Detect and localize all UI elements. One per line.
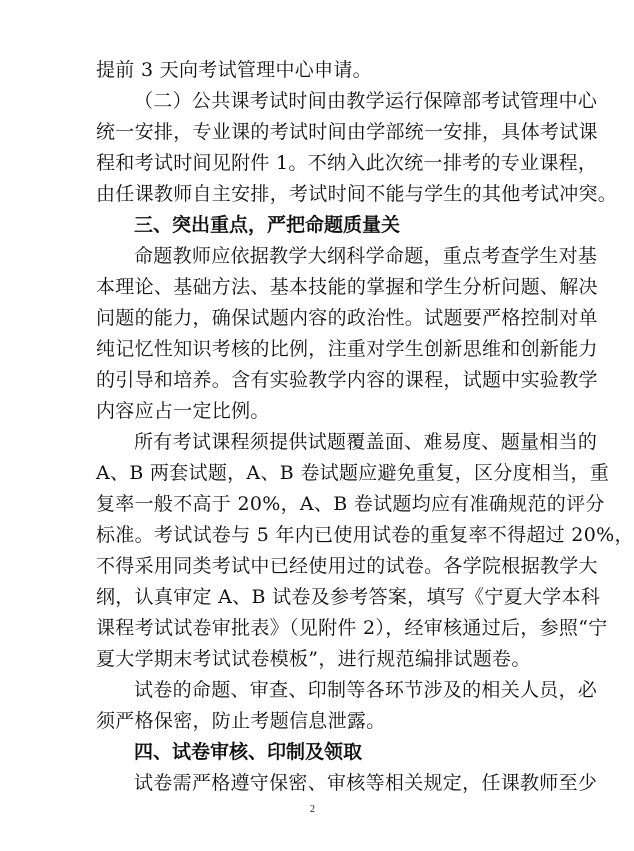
text-line: 提前 3 天向考试管理中心申请。 (96, 59, 372, 81)
text-line: 试卷的命题、审查、印制等各环节涉及的相关人员，必 (134, 679, 598, 701)
page-number: 2 (310, 804, 315, 815)
text-line: 问题的能力，确保试题内容的政治性。试题要严格控制对单 (96, 307, 598, 329)
text-line: 课程考试试卷审批表》（见附件 2），经审核通过后，参照“宁 (96, 617, 608, 639)
text-line: 标准。考试试卷与 5 年内已使用试卷的重复率不得超过 20%， (96, 524, 634, 546)
text-line: 试卷需严格遵守保密、审核等相关规定，任课教师至少 (134, 772, 598, 794)
text-line: 内容应占一定比例。 (96, 400, 270, 422)
section-heading: 四、试卷审核、印制及领取 (134, 741, 363, 763)
text-line: 由任课教师自主安排，考试时间不能与学生的其他考试冲突。 (96, 183, 618, 205)
text-line: 程和考试时间见附件 1。不纳入此次统一排考的专业课程， (96, 152, 598, 174)
text-line: 复率一般不高于 20%，A、B 卷试题均应有准确规范的评分 (96, 493, 605, 515)
text-line: 须严格保密，防止考题信息泄露。 (96, 710, 386, 732)
section-heading: 三、突出重点，严把命题质量关 (134, 214, 401, 236)
text-line: 夏大学期末考试试卷模板”，进行规范编排试题卷。 (96, 648, 531, 670)
text-line: A、B 两套试题，A、B 卷试题应避免重复，区分度相当，重 (96, 462, 610, 484)
text-line: 所有考试课程须提供试题覆盖面、难易度、题量相当的 (134, 431, 598, 453)
text-line: 不得采用同类考试中已经使用过的试卷。各学院根据教学大 (96, 555, 598, 577)
text-line: 本理论、基础方法、基本技能的掌握和学生分析问题、解决 (96, 276, 598, 298)
text-line: 纯记忆性知识考核的比例，注重对学生创新思维和创新能力 (96, 338, 598, 360)
text-line: 统一安排，专业课的考试时间由学部统一安排，具体考试课 (96, 121, 598, 143)
text-line: （二）公共课考试时间由教学运行保障部考试管理中心 (134, 90, 598, 112)
text-line: 纲，认真审定 A、B 试卷及参考答案，填写《宁夏大学本科 (96, 586, 601, 608)
text-line: 命题教师应依据教学大纲科学命题，重点考查学生对基 (134, 245, 598, 267)
text-line: 的引导和培养。含有实验教学内容的课程，试题中实验教学 (96, 369, 598, 391)
